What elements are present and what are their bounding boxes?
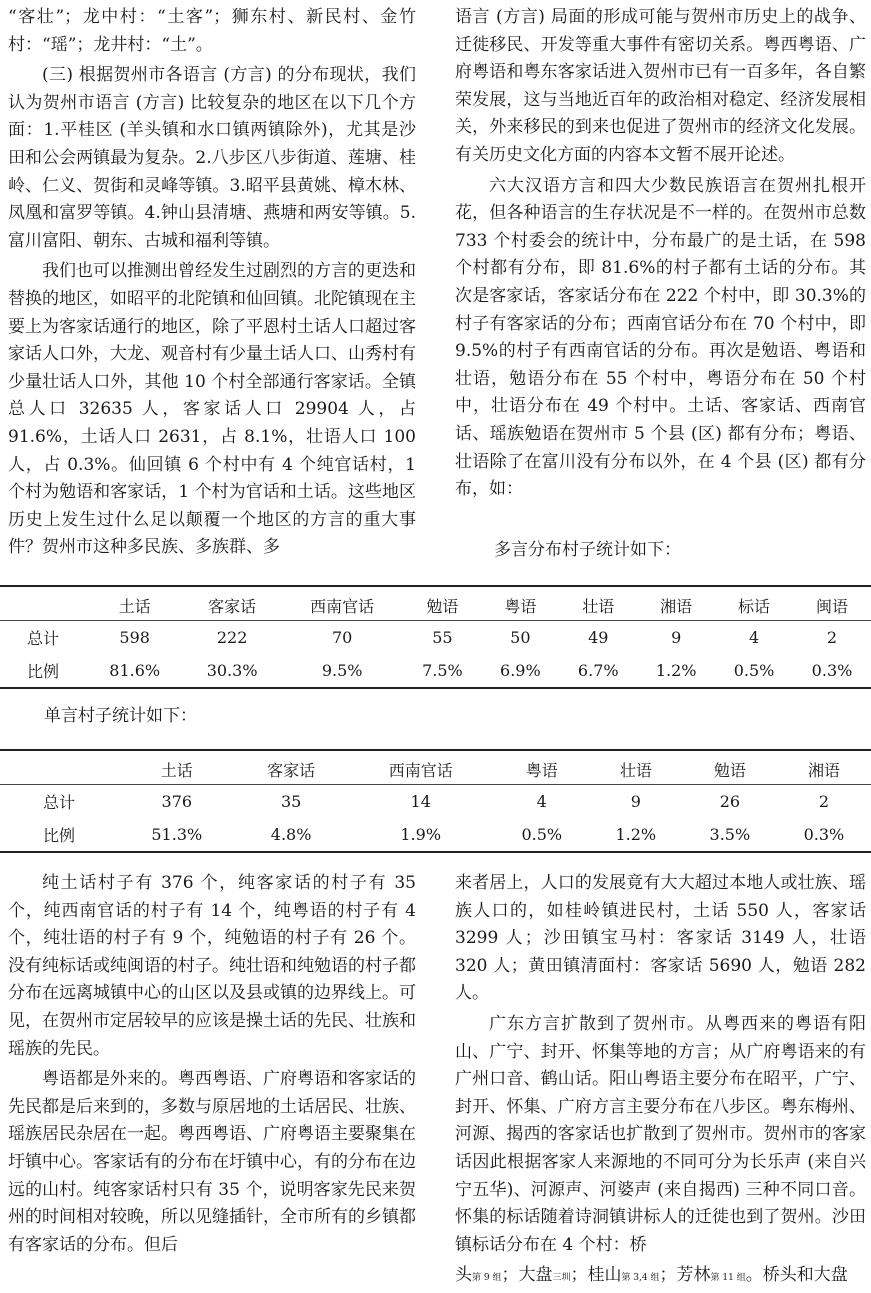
paragraph: 纯土话村子有 376 个，纯客家话的村子有 35 个，纯西南官话的村子有 14 个，纯粤语的村子有 4 个，纯壮语的村子有 9 个，纯勉语的村子有 26 个。没有纯标话或纯闽语的村子。纯壮语和纯勉语的村子都分布在远离城镇中心的山区以及县或镇的边界线上。可见，在贺州市定居较早的应该是操土话的先民、壮族和瑶族的先民。 [8, 873, 416, 1059]
table-row-label: 总计 [26, 628, 59, 648]
table-cell: 9 [630, 791, 641, 811]
table-cell: 49 [588, 627, 609, 647]
table-row-label: 总计 [42, 792, 75, 812]
subscript-note: 第 11 组 [710, 1273, 746, 1284]
paragraph [455, 1011, 866, 1259]
table-header-cell: 湘语 [637, 586, 715, 620]
paragraph: 语言 (方言) 局面的形成可能与贺州市历史上的战争、迁徙移民、开发等重大事件有密切关系。粤西粤语、广府粤语和粤东客家话进入贺州市已有一百多年，各自繁荣发展，这与当地近百年的政治相对稳定、经济发展相关，外来移民的到来也促进了贺州市的经济文化发展。有关历史文化方面的内容本文暂不展开论述。 [455, 7, 866, 165]
table-row [0, 654, 871, 688]
table-cell: 70 [331, 627, 353, 647]
table-cell: 598 [119, 627, 150, 647]
paragraph: (三) 根据贺州市各语言 (方言) 的分布现状，我们认为贺州市语言 (方言) 比较复杂的地区在以下几个方面：1.平桂区 (羊头镇和水口镇两镇除外)，尤其是沙田和公会两镇最为复杂。2.八步区八步街道、莲塘、桂岭、仁义、贺街和灵峰等镇。3.昭平县黄姚、樟木林、凤凰和富罗等镇。4.钟山县清塘、燕塘和两安等镇。5.富川富阳、朝东、古城和福利等镇。 [8, 65, 416, 251]
bottom-left-column [8, 870, 416, 1259]
table-cell: 51.3% [151, 825, 203, 844]
table-header-cell: 勉语 [403, 586, 481, 620]
table-header-cell: 粤语 [481, 586, 559, 620]
last-line [455, 1262, 866, 1293]
table-cell: 55 [432, 627, 453, 647]
table-cell: 1.2% [655, 661, 697, 680]
table-header-cell: 西南官话 [281, 586, 404, 620]
table-cell: 50 [510, 627, 531, 647]
table-header-row [0, 586, 871, 620]
paragraph: 来者居上，人口的发展竟有大大超过本地人或壮族、瑶族人口的，如桂岭镇进民村，土话 550 人，客家话 3299 人；沙田镇宝马村：客家话 3149 人，壮语 320 人；黄田镇清面村：客家话 5690 人，勉语 282人。 [455, 873, 866, 1004]
table-header-cell: 壮语 [589, 750, 683, 784]
table-header-cell: 西南官话 [347, 750, 495, 784]
table-row [0, 784, 871, 818]
text-fragment: 。桥头和大盘 [745, 1265, 848, 1286]
table-cell: 2 [818, 791, 830, 811]
table-header-cell: 土话 [118, 750, 236, 784]
paragraph: 粤语都是外来的。粤西粤语、广府粤语和客家话的先民都是后来到的，多数与原居地的土话居民、壮族、瑶族居民杂居在一起。粤西粤语、广府粤语主要聚集在圩镇中心。客家话有的分布在圩镇中心，有的分布在边远的山村。纯客家话村只有 35 个，说明客家先民来贺州的时间相对较晚，所以见缝插针，全市所有的乡镇都有客家话的分布。但后 [8, 1069, 416, 1255]
table-row [0, 620, 871, 654]
table-header-cell: 闽语 [793, 586, 871, 620]
top-right-column [455, 4, 866, 504]
multi-language-table [0, 585, 871, 689]
table-cell: 35 [280, 791, 302, 811]
table-cell: 14 [410, 791, 431, 811]
table-header-cell: 客家话 [183, 586, 280, 620]
multi-table-caption: 多言分布村子统计如下： [494, 540, 681, 560]
table-cell: 0.3% [811, 661, 853, 680]
table-cell: 6.7% [577, 661, 619, 680]
text-fragment: 头 [455, 1265, 472, 1286]
text-fragment: ；桂山 [570, 1265, 622, 1286]
table-row-label: 比例 [42, 826, 75, 845]
subscript-note: 三圳 [552, 1273, 571, 1284]
paragraph: 我们也可以推测出曾经发生过剧烈的方言的更迭和替换的地区，如昭平的北陀镇和仙回镇。北陀镇现在主要上为客家话通行的地区，除了平恩村土话人口超过客家话人口外，大龙、观音村有少量土话人口、山秀村有少量壮话人口外，其他 10 个村全部通行客家话。全镇总人口 32635 人，客家话人口 29904 人，占 91.6%，土话人口 2631，占 8.1%，壮语人口 100 人，占 0.3%。仙回镇 6 个村中有 4 个纯官话村，1 个村为勉语和客家话，1 个村为官话和土话。这些地区历史上发生过什么足以颠覆一个地区的方言的重大事件？贺州市这种多民族、多族群、多 [8, 261, 416, 558]
table-cell: 9.5% [321, 661, 363, 680]
table-cell: 7.5% [422, 661, 463, 680]
bottom-right-column [455, 870, 866, 1293]
table-cell: 376 [161, 791, 193, 811]
subscript-note: 第 9 组 [472, 1273, 502, 1284]
table-cell: 1.2% [615, 825, 657, 844]
table-header-cell: 标话 [715, 586, 793, 620]
paragraph: 六大汉语方言和四大少数民族语言在贺州扎根开花，但各种语言的生存状况是不一样的。在贺州市总数 733 个村委会的统计中，分布最广的是土话，在 598 个村都有分布，即 81.6%的村子都有土话的分布。其次是客家话，客家话分布在 222 个村中，即 30.3%的村子有客家话的分布；西南官话分布在 70 个村中，即 9.5%的村子有西南官话的分布。再次是勉语、粤语和壮语，勉语分布在 55 个村中，粤语分布在 50 个村中，壮语分布在 49 个村中。土话、客家话、西南官话、瑶族勉语在贺州市 5 个县 (区) 都有分布；粤语、壮语除了在富川没有分布以外，在 4 个县 (区) 都有分布，如： [455, 175, 866, 500]
subscript-note: 第 3,4 组 [621, 1273, 660, 1284]
table-row-label: 比例 [26, 662, 59, 681]
table-header-cell [0, 586, 86, 620]
top-left-column [8, 4, 416, 562]
table-cell: 2 [826, 627, 838, 647]
table-cell: 4.8% [270, 825, 312, 844]
table-header-cell: 土话 [86, 586, 183, 620]
table-header-row [0, 750, 871, 784]
table-header-cell: 粤语 [495, 750, 589, 784]
table-cell: 222 [216, 627, 248, 647]
table-row [0, 818, 871, 852]
table-header-cell: 壮语 [559, 586, 637, 620]
table-cell: 30.3% [206, 661, 258, 680]
paragraph: “客壮”；龙中村：“土客”；狮东村、新民村、金竹村：“瑶”；龙井村：“土”。 [8, 7, 416, 55]
table-cell: 6.9% [500, 661, 541, 680]
table-cell: 0.3% [803, 825, 845, 844]
table-cell: 4 [536, 791, 547, 811]
table-cell: 1.9% [400, 825, 442, 844]
table-header-cell: 湘语 [777, 750, 871, 784]
table-cell: 26 [719, 791, 741, 811]
table-header-cell: 勉语 [683, 750, 777, 784]
paragraph-text: 广东方言扩散到了贺州市。从粤西来的粤语有阳山、广宁、封开、怀集等地的方言；从广府粤语来的有广州口音、鹤山话。阳山粤语主要分布在昭平，广宁、封开、怀集、广府方言主要分布在八步区。粤东梅州、河源、揭西的客家话也扩散到了贺州市。贺州市的客家话因此根据客家人来源地的不同可分为长乐声 (来自兴宁五华)、河源声、河婆声 (来自揭西) 三种不同口音。怀集的标话随着诗洞镇讲标人的迁徙也到了贺州。沙田镇标话分布在 4 个村：桥 [455, 1013, 866, 1255]
table-header-cell [0, 750, 118, 784]
table-cell: 9 [671, 627, 682, 647]
table-cell: 3.5% [709, 825, 751, 844]
table-cell: 0.5% [521, 825, 563, 844]
single-language-table [0, 749, 871, 853]
text-fragment: ；大盘 [501, 1265, 553, 1286]
single-table-caption: 单言村子统计如下： [44, 706, 197, 726]
table-cell: 0.5% [733, 661, 775, 680]
text-fragment: ；芳林 [659, 1265, 711, 1286]
table-cell: 4 [748, 627, 760, 647]
table-header-cell: 客家话 [236, 750, 347, 784]
table-cell: 81.6% [109, 661, 161, 680]
